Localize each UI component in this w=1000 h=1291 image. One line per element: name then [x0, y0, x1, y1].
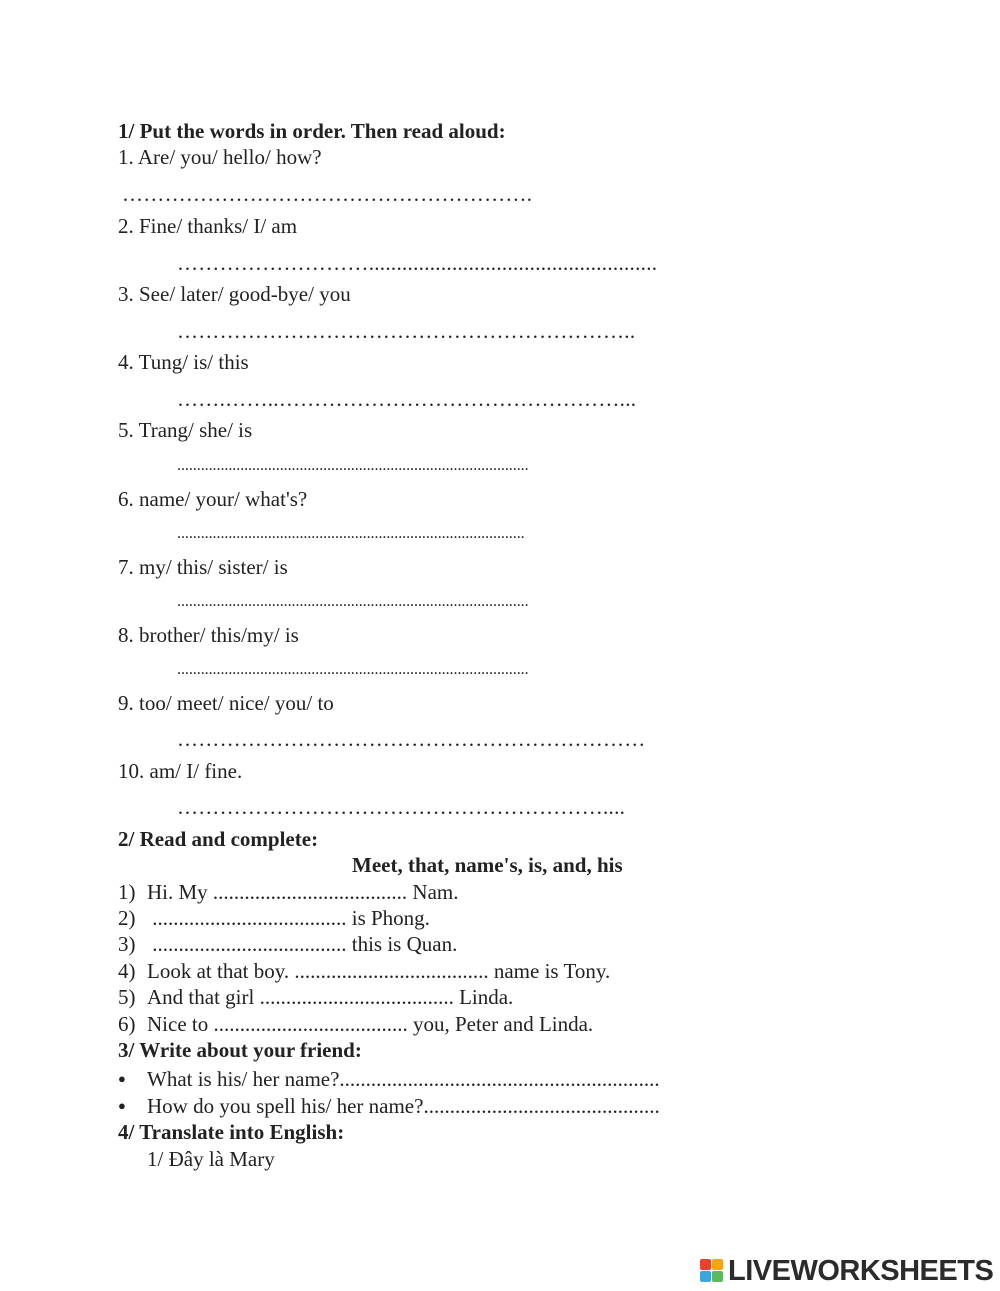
section-2-title: 2/ Read and complete: [118, 827, 319, 851]
item-9-prompt: 9. too/ meet/ nice/ you/ to [118, 691, 334, 715]
complete-item-1-number: 1) [118, 880, 136, 904]
friend-question-2[interactable]: How do you spell his/ her name?............................................. [147, 1094, 660, 1118]
bullet-icon: ● [118, 1071, 126, 1086]
complete-item-2-text[interactable]: ..................................... is Phong. [147, 906, 430, 930]
section-3-title: 3/ Write about your friend: [118, 1038, 362, 1062]
item-6-prompt: 6. name/ your/ what's? [118, 487, 308, 511]
complete-item-3-text[interactable]: ..................................... this is Quan. [147, 932, 458, 956]
item-2-prompt: 2. Fine/ thanks/ I/ am [118, 214, 298, 238]
item-8-answer-line[interactable]: ......................................................................................... [177, 661, 529, 678]
friend-question-1[interactable]: What is his/ her name?............................................................. [147, 1067, 660, 1091]
item-1-prompt: 1. Are/ you/ hello/ how? [118, 145, 322, 169]
complete-item-2-number: 2) [118, 906, 136, 930]
complete-item-6-number: 6) [118, 1012, 136, 1036]
item-2-answer-line[interactable]: ……………………….................................................... [177, 251, 658, 275]
item-6-answer-line[interactable]: ........................................................................................ [177, 525, 525, 542]
item-3-answer-line[interactable]: ……………………………………………………….. [177, 319, 636, 343]
item-5-prompt: 5. Trang/ she/ is [118, 418, 253, 442]
complete-item-6-text[interactable]: Nice to ..................................... you, Peter and Linda. [147, 1012, 594, 1036]
item-1-answer-line[interactable]: …………………………………………………. [122, 182, 533, 206]
translate-item-1: 1/ Đây là Mary [147, 1147, 275, 1171]
bullet-icon: ● [118, 1098, 126, 1113]
complete-item-1-text[interactable]: Hi. My ..................................... Nam. [147, 880, 459, 904]
section-4-title: 4/ Translate into English: [118, 1120, 345, 1144]
liveworksheets-logo [700, 1255, 993, 1287]
item-7-prompt: 7. my/ this/ sister/ is [118, 555, 288, 579]
word-bank: Meet, that, name's, is, and, his [352, 853, 623, 877]
item-8-prompt: 8. brother/ this/my/ is [118, 623, 299, 647]
item-10-answer-line[interactable]: …………………………………………………….... [177, 795, 626, 819]
item-7-answer-line[interactable]: ......................................................................................... [177, 593, 529, 610]
logo-blocks-icon [700, 1259, 724, 1283]
section-1-title: 1/ Put the words in order. Then read aloud: [118, 119, 506, 143]
complete-item-4-text[interactable]: Look at that boy. ..................................... name is Tony. [147, 959, 611, 983]
complete-item-5-number: 5) [118, 985, 136, 1009]
item-5-answer-line[interactable]: ......................................................................................... [177, 457, 529, 474]
complete-item-3-number: 3) [118, 932, 136, 956]
item-3-prompt: 3. See/ later/ good-bye/ you [118, 282, 351, 306]
complete-item-4-number: 4) [118, 959, 136, 983]
item-4-answer-line[interactable]: …….……..…………………………………………... [177, 387, 637, 411]
item-4-prompt: 4. Tung/ is/ this [118, 350, 249, 374]
item-9-answer-line[interactable]: ………………………………………………………… [177, 727, 646, 751]
logo-text: LIVEWORKSHEETS [728, 1254, 994, 1287]
item-10-prompt: 10. am/ I/ fine. [118, 759, 243, 783]
complete-item-5-text[interactable]: And that girl ..................................... Linda. [147, 985, 514, 1009]
